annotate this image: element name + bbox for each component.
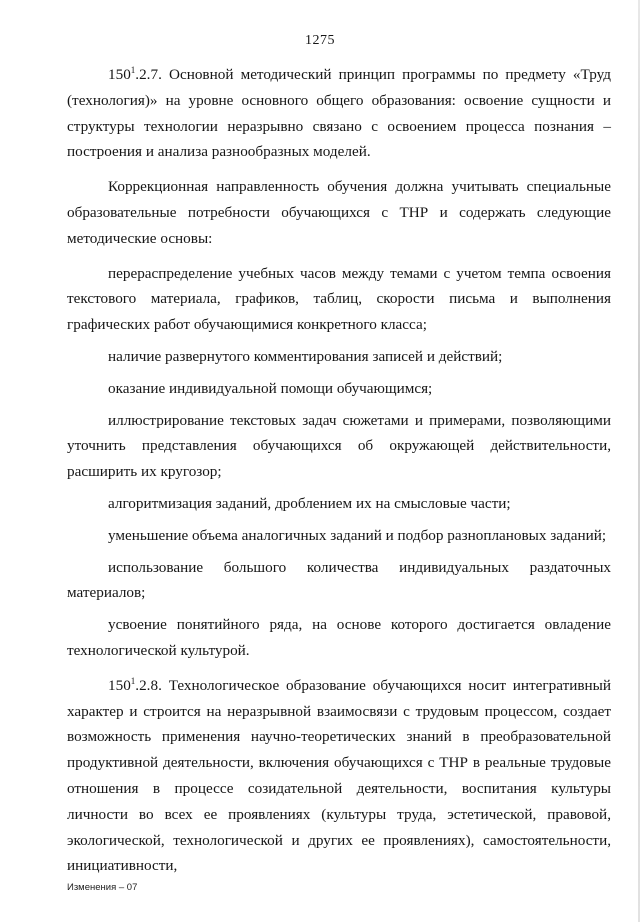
section-number: 150 <box>108 676 131 694</box>
paragraph-text: .2.8. Технологическое образование обучающихся носит интегративный характер и строится на неразрывной взаимосвязи с трудовым процессом, создает возможность применения научно-теоретических знаний в преобразовательной продуктивной деятельности, включения обучающихся с ТНР в реальные трудовые отношения в процессе созидательной деятельности, воспитания культуры личности во всех ее проявлениях (культуры труда, эстетической, правовой, экологической, технологической и других ее проявлениях), самостоятельности, инициативности, <box>67 676 611 875</box>
paragraph-section-2-7 <box>67 62 611 165</box>
list-item-hours-redistribution: перераспределение учебных часов между темами с учетом темпа освоения текстового материала, графиков, таблиц, скорости письма и выполнения графических работ обучающимися конкретного класса; <box>67 264 611 334</box>
paragraph-section-2-8 <box>67 673 611 879</box>
section-superscript: 1 <box>130 65 136 75</box>
list-item-volume-reduction: уменьшение объема аналогичных заданий и подбор разноплановых заданий; <box>108 526 607 544</box>
page-number: 1275 <box>305 33 335 48</box>
list-item-illustration: иллюстрирование текстовых задач сюжетами и примерами, позволяющими уточнить представления обучающихся об окружающей действительности, расширить их кругозор; <box>67 411 611 481</box>
list-item-concept-mastery: усвоение понятийного ряда, на основе которого достигается овладение технологической культурой. <box>67 616 611 659</box>
list-item-commentary: наличие развернутого комментирования записей и действий; <box>108 347 503 365</box>
paragraph-correction-intro: Коррекционная направленность обучения должна учитывать специальные образовательные потребности обучающихся с ТНР и содержать следующие методические основы: <box>67 178 611 247</box>
document-body <box>67 62 611 879</box>
page-footer: Изменения – 07 <box>67 882 138 893</box>
section-superscript: 1 <box>130 675 136 686</box>
paragraph-text: .2.7. Основной методический принцип программы по предмету «Труд (технология)» на уровне основного общего образования: освоение сущности и структуры технологии неразрывно связано с освоением процесса познания – построения и анализа разнообразных моделей. <box>67 66 611 161</box>
list-item-handout-materials: использование большого количества индивидуальных раздаточных материалов; <box>67 558 611 602</box>
list-item-algorithmization: алгоритмизация заданий, дроблением их на смысловые части; <box>108 494 511 512</box>
list-item-individual-help: оказание индивидуальной помощи обучающимся; <box>108 379 433 397</box>
section-number: 150 <box>108 66 131 83</box>
